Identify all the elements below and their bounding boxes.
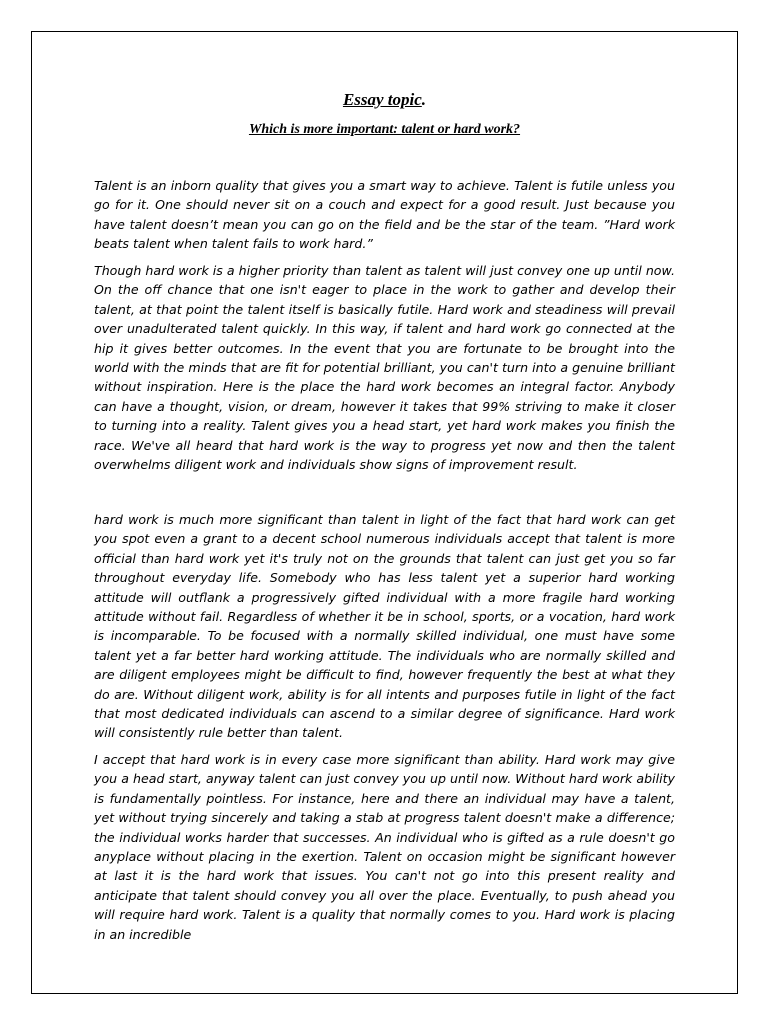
paragraph-1: Talent is an inborn quality that gives you a smart way to achieve. Talent is futile unless you go for it. One should never sit on a couch and expect for a good result. Just because you have talent doesn’t mean you can go on the field and be the star of the team. ”Hard work beats talent when talent fails to work hard.”: [94, 178, 675, 252]
essay-title: [32, 90, 737, 110]
paragraph-2: Though hard work is a higher priority than talent as talent will just convey one up until now. On the off chance that one isn't eager to place in the work to gather and develop their talent, at that point the talent itself is basically futile. Hard work and steadiness will prevail over unadulterated talent quickly. In this way, if talent and hard work go connected at the hip it gives better outcomes. In the event that you are fortunate to be brought into the world with the minds that are fit for potential brilliant, you can't turn into a genuine brilliant without inspiration. Here is the place the hard work becomes an integral factor. Anybody can have a thought, vision, or dream, however it takes that 99% striving to make it closer to turning into a reality. Talent gives you a head start, yet hard work makes you finish the race. We've all heard that hard work is the way to progress yet now and then the talent overwhelms diligent work and individuals show signs of improvement result.: [94, 263, 675, 473]
paragraph-3: hard work is much more significant than talent in light of the fact that hard work can get you spot even a grant to a decent school numerous individuals accept that talent is more official than hard work yet it's truly not on the grounds that talent can just get you so far throughout everyday life. Somebody who has less talent yet a superior hard working attitude will outflank a progressively gifted individual with a more fragile hard working attitude without fail. Regardless of whether it be in school, sports, or a vocation, hard work is incomparable. To be focused with a normally skilled individual, one must have some talent yet a far better hard working attitude. The individuals who are normally skilled and are diligent employees might be difficult to find, however frequently the best at what they do are. Without diligent work, ability is for all intents and purposes futile in light of the fact that most dedicated individuals can ascend to a similar degree of significance. Hard work will consistently rule better than talent.: [94, 512, 675, 741]
essay-title-period: .: [421, 90, 427, 109]
document-page: [31, 31, 738, 994]
essay-title-text: Essay topic: [342, 90, 422, 109]
essay-question: Which is more important: talent or hard work?: [248, 122, 521, 137]
paragraph-4: I accept that hard work is in every case more significant than ability. Hard work may give you a head start, anyway talent can just convey you up until now. Without hard work ability is fundamentally pointless. For instance, here and there an individual may have a talent, yet without trying sincerely and taking a stab at progress talent doesn't make a difference; the individual works harder that successes. An individual who is gifted as a rule doesn't go anyplace without placing in the exertion. Talent on occasion might be significant however at last it is the hard work that issues. You can't not go into this present reality and anticipate that talent should convey you all over the place. Eventually, to push ahead you will require hard work. Talent is a quality that normally comes to you. Hard work is placing in an incredible: [94, 752, 675, 942]
